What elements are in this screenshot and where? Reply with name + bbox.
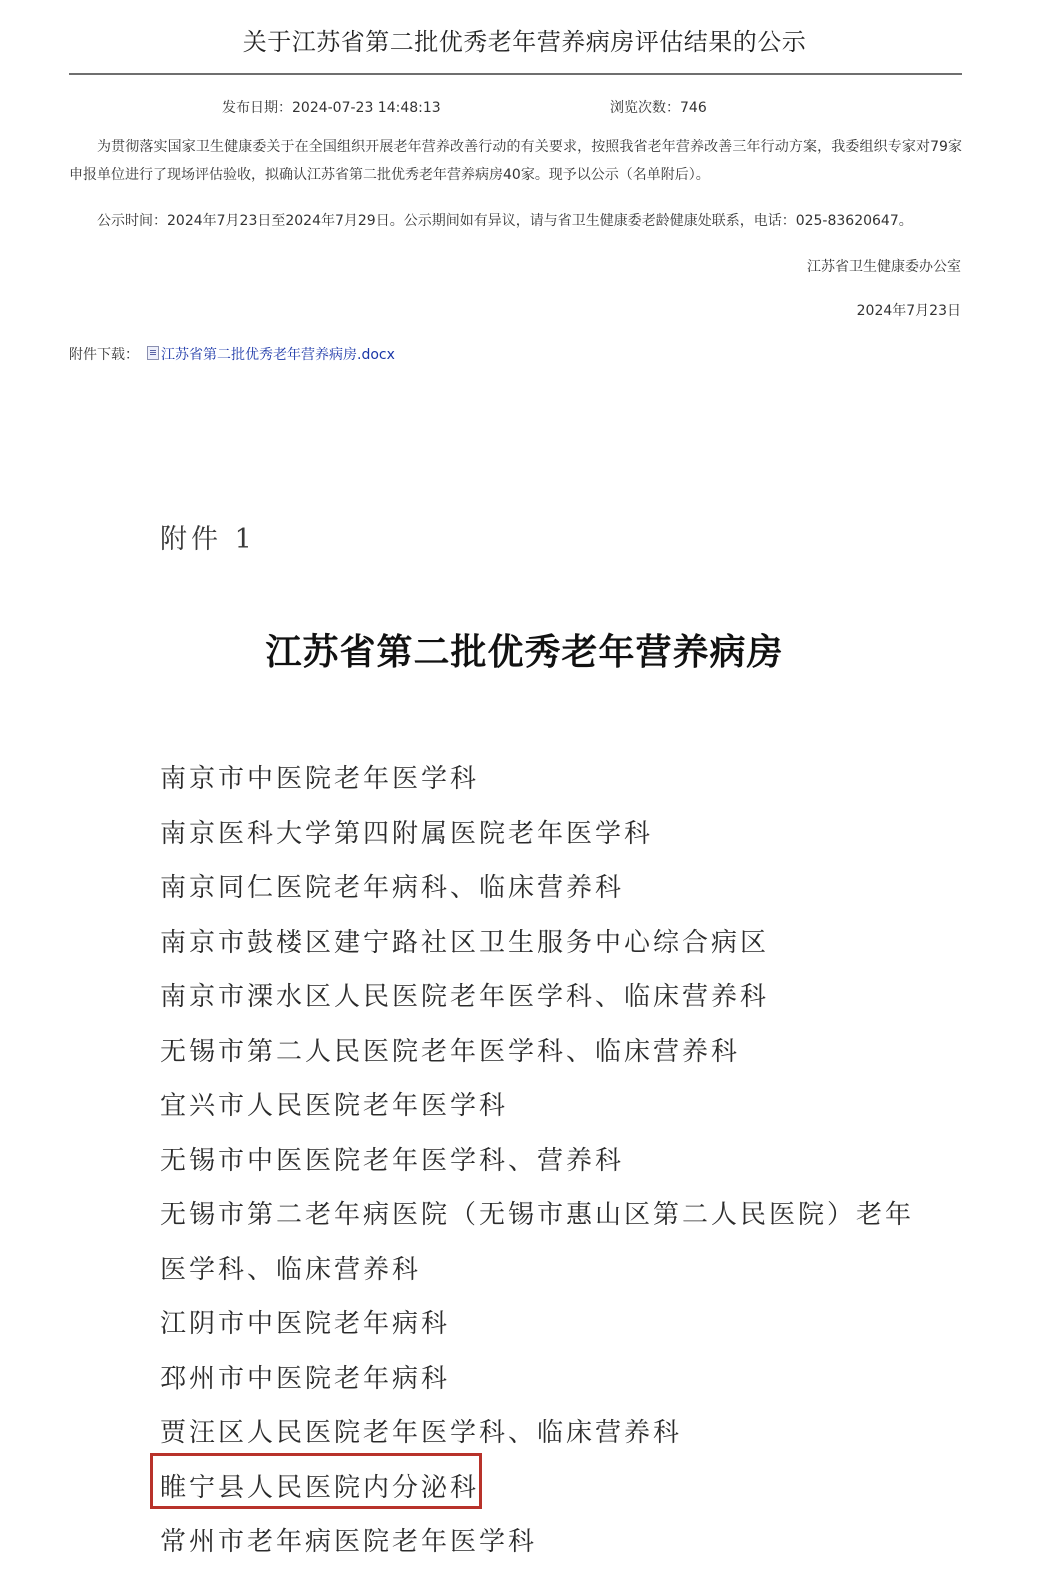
article-paragraph: 为贯彻落实国家卫生健康委关于在全国组织开展老年营养改善行动的有关要求，按照我省老年营养改善三年行动方案，我委组织专家对79家申报单位进行了现场评估验收，拟确认江苏省第二批优秀老年营养病房40家。现予以公示（名单附后）。 [69,139,962,183]
list-item-highlighted: 睢宁县人民医院内分泌科 [160,1472,480,1503]
signature-date: 2024年7月23日 [856,303,961,319]
list-item: 南京市中医院老年医学科 [160,764,480,794]
view-count-value: 746 [680,100,707,116]
list-item: 无锡市中医医院老年医学科、营养科 [160,1145,625,1176]
list-item: 南京同仁医院老年病科、临床营养科 [160,873,625,903]
publish-date-label: 发布日期： [222,100,292,116]
list-item: 宜兴市人民医院老年医学科 [160,1091,509,1121]
annex-label: 附件 1 [160,524,256,555]
highlight-box [150,1453,482,1509]
attachment-download-link[interactable]: 江苏省第二批优秀老年营养病房.docx [161,347,395,363]
list-item: 贾汪区人民医院老年医学科、临床营养科 [160,1418,683,1448]
attachment-document-image [0,380,1049,1582]
list-item: 江阴市中医院老年病科 [160,1309,451,1339]
list-item: 邳州市中医院老年病科 [160,1363,451,1394]
hospital-list [160,752,920,1570]
list-item: 无锡市第二老年病医院（无锡市惠山区第二人民医院）老年 [160,1200,915,1230]
publish-date [222,97,441,117]
page-title: 关于江苏省第二批优秀老年营养病房评估结果的公示 [242,28,807,56]
list-item: 无锡市第二人民医院老年医学科、临床营养科 [160,1036,741,1067]
list-item: 南京市溧水区人民医院老年医学科、临床营养科 [160,982,770,1012]
view-count-label: 浏览次数： [610,100,680,116]
attachment-label: 附件下载： [69,347,139,363]
list-item: 南京市鼓楼区建宁路社区卫生服务中心综合病区 [160,927,770,958]
signature-org: 江苏省卫生健康委办公室 [807,259,961,275]
list-item: 医学科、临床营养科 [160,1254,422,1285]
attachment-row [69,344,395,364]
document-icon [147,346,159,360]
publish-date-value: 2024-07-23 14:48:13 [292,100,441,116]
view-count [610,97,707,117]
title-divider [69,73,962,75]
list-item: 常州市老年病医院老年医学科 [160,1527,538,1557]
article-paragraph: 公示时间：2024年7月23日至2024年7月29日。公示期间如有异议，请与省卫生健康委老龄健康处联系，电话：025-83620647。 [97,213,913,229]
list-item: 南京医科大学第四附属医院老年医学科 [160,818,654,849]
document-heading: 江苏省第二批优秀老年营养病房 [265,631,784,673]
